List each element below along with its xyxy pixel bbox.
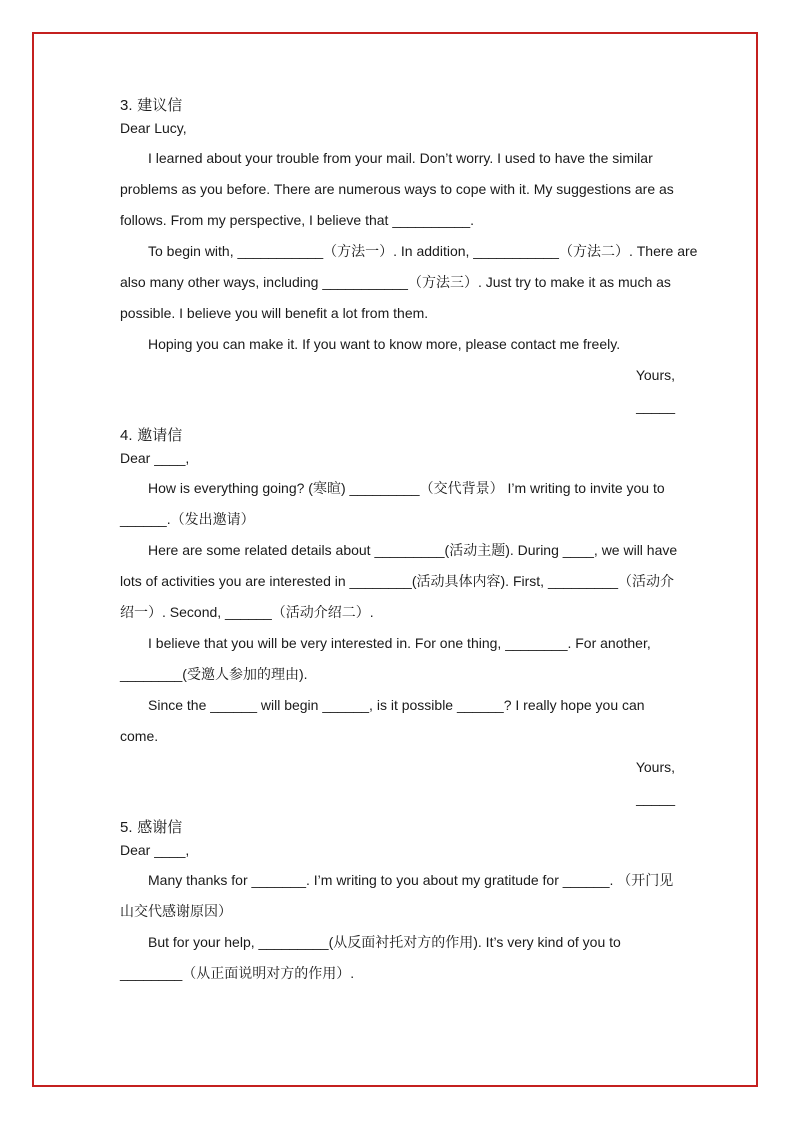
paragraph-line: possible. I believe you will benefit a lot from them.	[120, 305, 429, 321]
paragraph-line: ______.（发出邀请）	[120, 511, 255, 527]
paragraph-line: Hoping you can make it. If you want to know more, please contact me freely.	[148, 336, 621, 352]
paragraph-line: I learned about your trouble from your mail. Don’t worry. I used to have the similar	[148, 150, 653, 166]
paragraph-line: ________(受邀人参加的理由).	[120, 666, 308, 682]
salutation: Dear ____,	[120, 842, 190, 858]
section-heading-4: 4. 邀请信	[120, 426, 183, 444]
paragraph-line: problems as you before. There are numerous ways to cope with it. My suggestions are as	[120, 181, 674, 197]
document-body	[120, 92, 698, 994]
paragraph-line: follows. From my perspective, I believe that __________.	[120, 212, 475, 228]
section-heading-5: 5. 感谢信	[120, 818, 183, 836]
signature-blank: _____	[636, 398, 675, 414]
paragraph-line: Since the ______ will begin ______, is it possible ______? I really hope you can	[148, 697, 645, 713]
paragraph-line: How is everything going? (寒暄) _________（交代背景） I’m writing to invite you to	[148, 480, 665, 496]
salutation: Dear ____,	[120, 450, 190, 466]
paragraph-line: come.	[120, 728, 159, 744]
paragraph-line: I believe that you will be very interested in. For one thing, ________. For another,	[148, 635, 651, 651]
closing: Yours,	[635, 367, 675, 383]
paragraph-line: Here are some related details about _________(活动主题). During ____, we will have	[148, 542, 678, 558]
salutation: Dear Lucy,	[120, 120, 187, 136]
paragraph-line: Many thanks for _______. I’m writing to you about my gratitude for ______. （开门见	[148, 872, 674, 888]
paragraph-line: But for your help, _________(从反面衬托对方的作用). It’s very kind of you to	[148, 934, 621, 950]
paragraph-line: To begin with, ___________（方法一）. In addition, ___________（方法二）. There are	[148, 243, 698, 259]
section-heading-3: 3. 建议信	[120, 96, 183, 114]
paragraph-line: also many other ways, including ___________（方法三）. Just try to make it as much as	[120, 274, 671, 290]
paragraph-line: 绍一）. Second, ______（活动介绍二）.	[120, 604, 374, 620]
closing: Yours,	[635, 759, 675, 775]
paragraph-line: ________（从正面说明对方的作用）.	[120, 965, 355, 981]
paragraph-line: 山交代感谢原因）	[120, 903, 232, 919]
signature-blank: _____	[636, 790, 675, 806]
paragraph-line: lots of activities you are interested in ________(活动具体内容). First, _________（活动介	[120, 573, 675, 589]
